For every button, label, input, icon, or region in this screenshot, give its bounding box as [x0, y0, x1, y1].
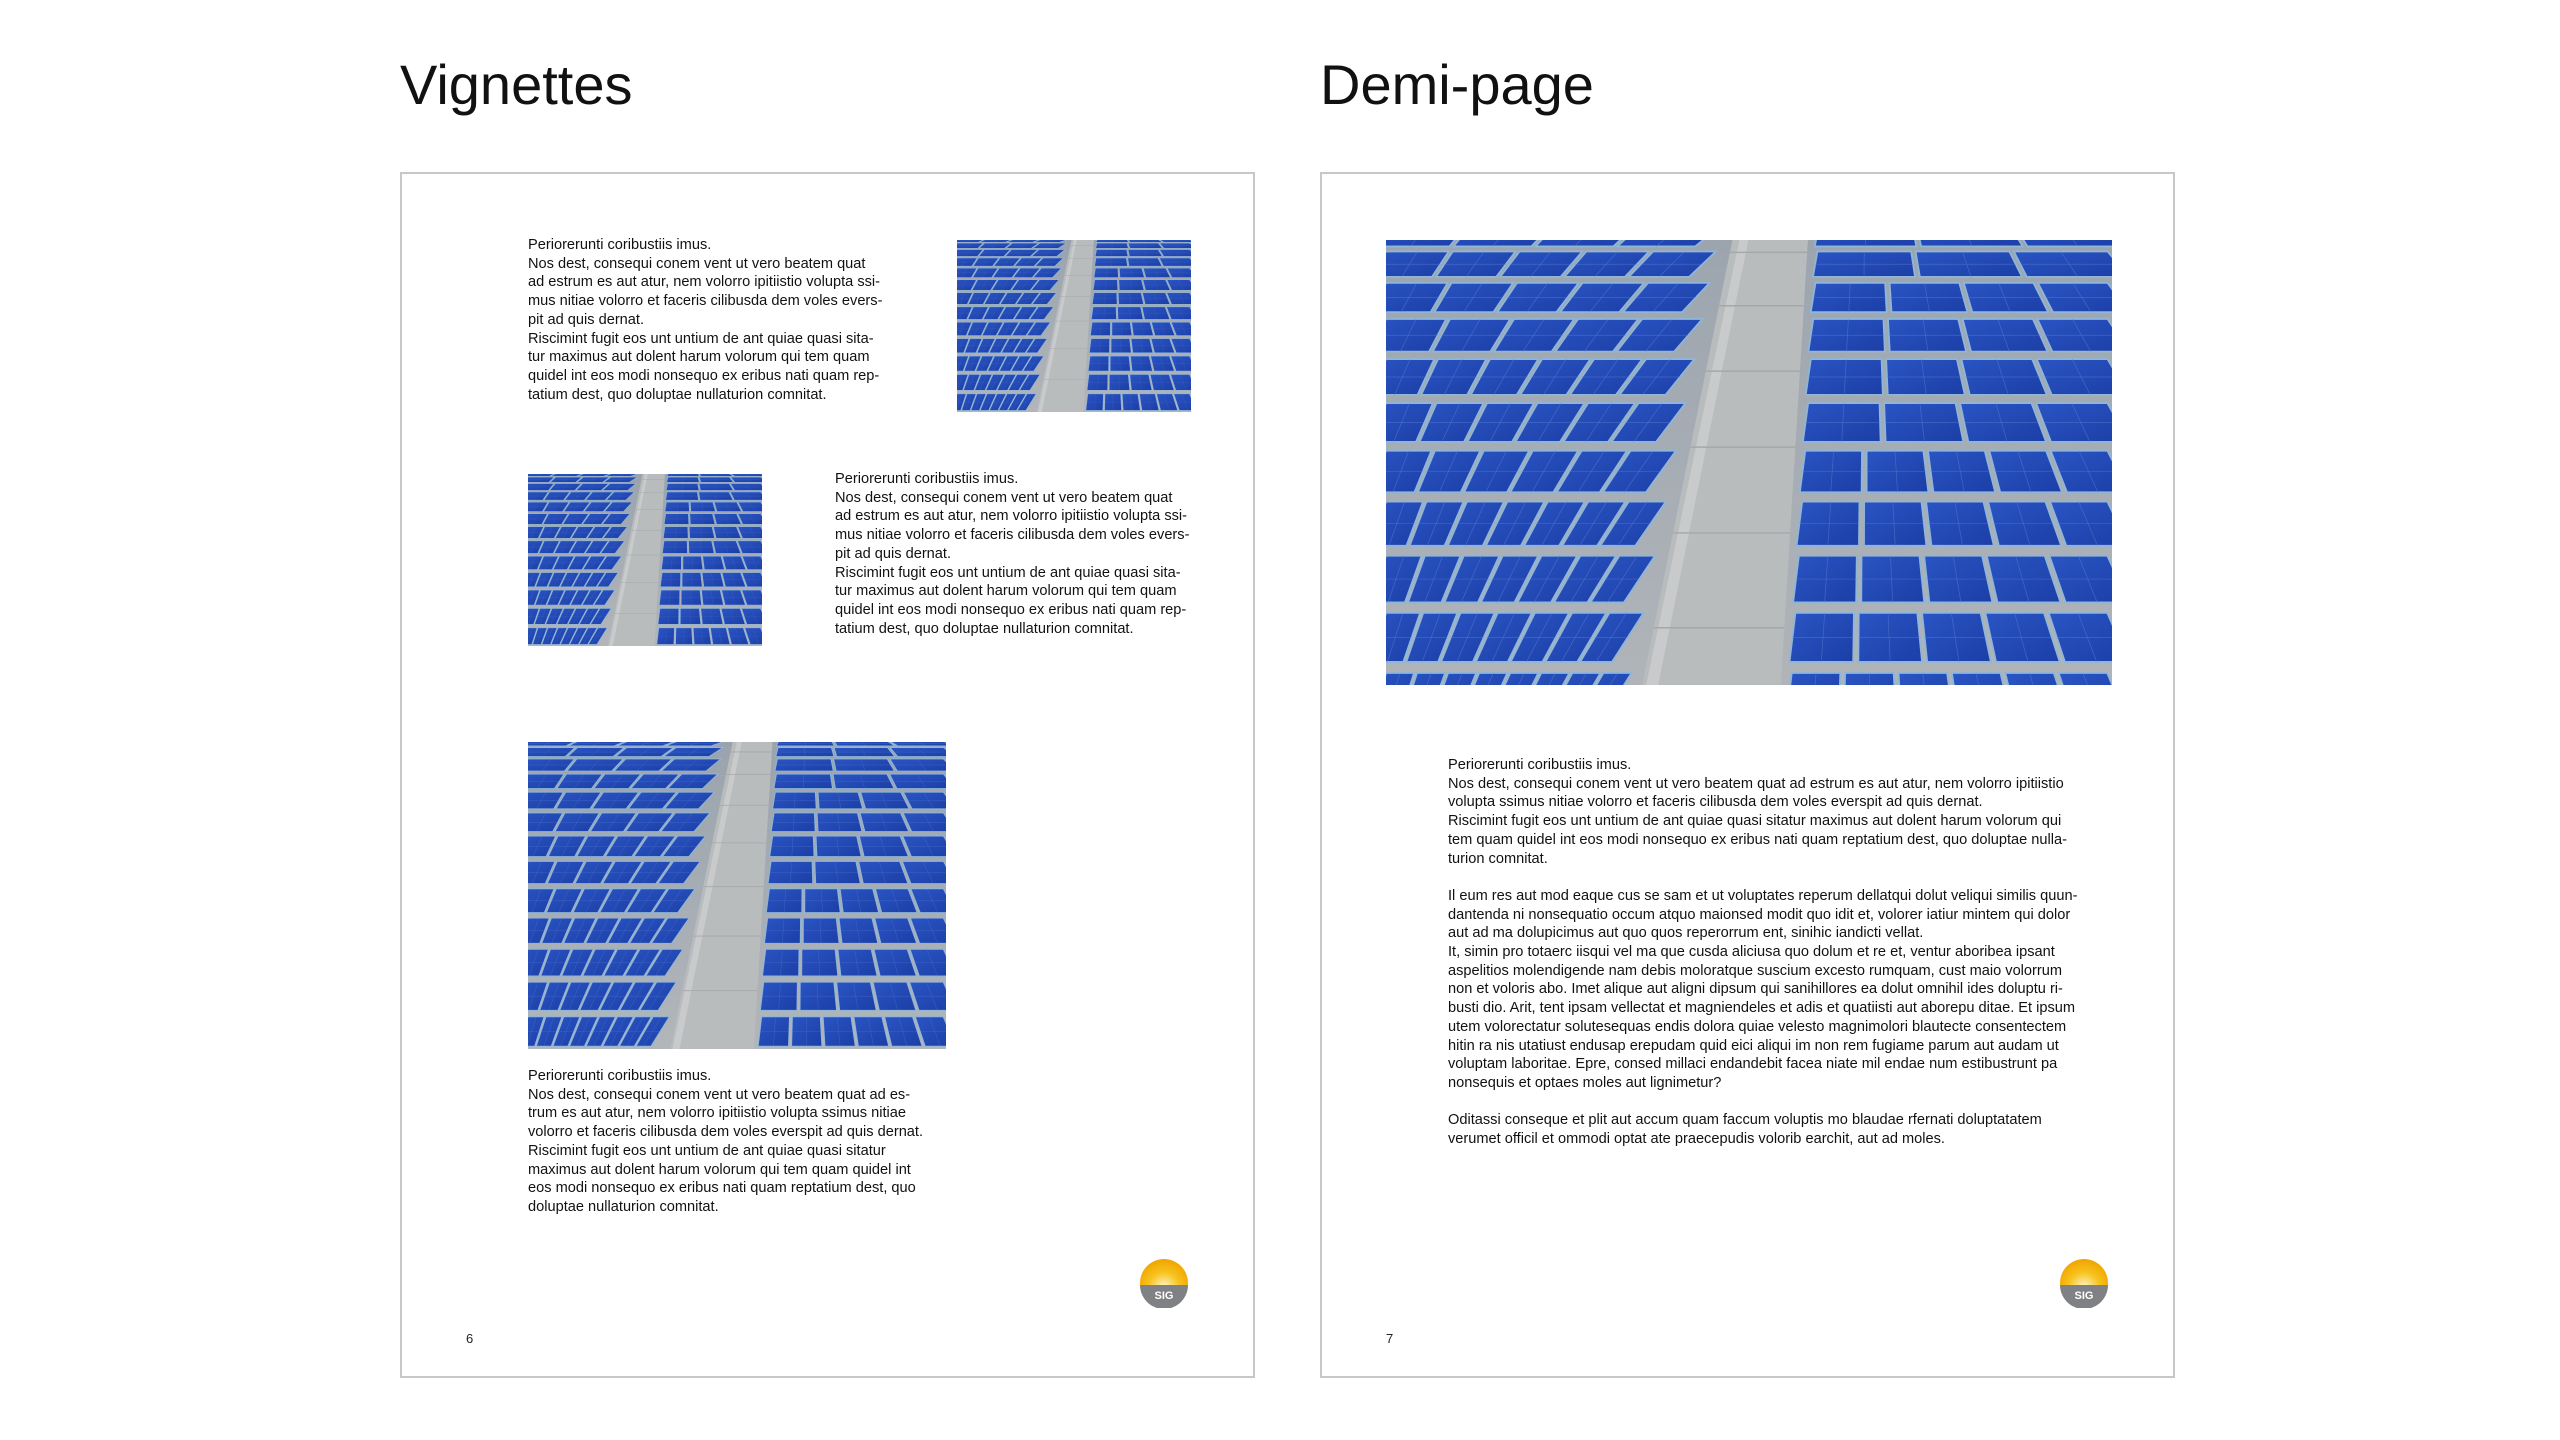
text-line: Riscimint fugit eos unt untium de ant quiae quasi sita- [835, 564, 1181, 581]
text-line: non et voloris abo. Imet alique aut aligni dipsum qui sanihillores ea dolut omnihil ides doluptu ri- [1448, 981, 2063, 998]
text-line: utem volorectatur solutesequas endis dolora quiae velesto magnimolori blautecte consentectem [1448, 1018, 2067, 1035]
text-line: Riscimint fugit eos unt untium de ant quiae quasi sita- [528, 330, 874, 347]
text-line: quidel int eos modi nonsequo ex eribus nati quam rep- [835, 601, 1187, 618]
text-line: eos modi nonsequo ex eribus nati quam reptatium dest, quo [528, 1180, 916, 1197]
paragraph-1 [1448, 756, 2112, 868]
text-line: Nos dest, consequi conem vent ut vero beatem quat ad estrum es aut atur, nem volorro ipitiistio [1448, 775, 2064, 792]
text-line: pit ad quis dernat. [528, 311, 645, 328]
heading-vignettes: Vignettes [400, 53, 633, 116]
text-block-main [1448, 756, 2112, 1149]
text-line: Riscimint fugit eos unt untium de ant quiae quasi sitatur maximus aut dolent harum volorum qui [1448, 813, 2062, 830]
text-line: tur maximus aut dolent harum volorum qui tem quam [528, 349, 870, 366]
text-line: Il eum res aut mod eaque cus se sam et ut voluptates reperum dellatqui dolut veliqui similis quun- [1448, 887, 2078, 904]
text-line: Nos dest, consequi conem vent ut vero beatem quat [835, 489, 1173, 506]
text-line: Nos dest, consequi conem vent ut vero beatem quat [528, 255, 866, 272]
solar-panels-photo-3 [528, 742, 946, 1049]
text-line: hitin ra nis utatiust endusap erepudam quid eici aliqui im non rem fugiame parum aut audam ut [1448, 1037, 2059, 1054]
page-demi-page [1320, 172, 2175, 1378]
text-line: nonsequis et optaes moles aut lignimetur? [1448, 1074, 1722, 1091]
paragraph-2 [1448, 887, 2112, 1093]
text-line: pit ad quis dernat. [835, 545, 952, 562]
text-line: ad estrum es aut atur, nem volorro ipitiistio volupta ssi- [528, 274, 881, 291]
heading-demi-page: Demi-page [1320, 53, 1594, 116]
text-block-title: Periorerunti coribustiis imus. [835, 471, 1019, 487]
text-line: doluptae nullaturion comnitat. [528, 1198, 719, 1215]
sig-sun-logo-icon [1139, 1258, 1189, 1308]
page-number: 6 [466, 1331, 474, 1346]
text-line: turion comnitat. [1448, 850, 1548, 867]
solar-panels-photo-1 [957, 240, 1191, 412]
text-line: maximus aut dolent harum volorum qui tem quam quidel int [528, 1161, 911, 1178]
text-line: aspelitios molendigende nam debis moloratque suscium excesto rumquam, cust maio volorrum [1448, 962, 2063, 979]
text-block-title: Periorerunti coribustiis imus. [1448, 757, 1632, 773]
paragraph-3 [1448, 1111, 2112, 1148]
page-vignettes [400, 172, 1255, 1378]
text-line: Riscimint fugit eos unt untium de ant quiae quasi sitatur [528, 1142, 886, 1159]
text-line: tatium dest, quo doluptae nullaturion comnitat. [528, 386, 827, 403]
text-line: dantenda ni nonsequatio occum atquo maionsed modit quo idit et, volorer iatiur mintem qui dolor [1448, 906, 2071, 923]
solar-panels-photo-2 [528, 474, 762, 646]
page-number: 7 [1386, 1331, 1394, 1346]
text-line: Nos dest, consequi conem vent ut vero beatem quat ad es- [528, 1086, 911, 1103]
text-block-3 [528, 1067, 946, 1217]
text-block-2 [835, 470, 1195, 638]
sig-sun-logo-icon [2059, 1258, 2109, 1308]
text-line: quidel int eos modi nonsequo ex eribus nati quam rep- [528, 367, 880, 384]
text-line: voluptam laboritae. Epre, consed millaci endandebit facea niate mil endae num estibustrunt pa [1448, 1056, 2058, 1073]
text-line: Oditassi conseque et plit aut accum quam faccum voluptis mo blaudae rfernati doluptatatem [1448, 1112, 2042, 1129]
text-line: aut ad ma dolupicimus aut quo quos reperorrum ent, sinihic iandicti vellat. [1448, 925, 1924, 942]
text-line: mus nitiae volorro et faceris cilibusda dem voles evers- [835, 527, 1190, 544]
text-line: It, simin pro totaerc iisqui vel ma que cusda aliciusa quo dolum et re et, ventur aboribea ipsant [1448, 944, 2055, 961]
logo-text: SIG [2074, 1290, 2094, 1302]
text-line: volorro et faceris cilibusda dem voles everspit ad quis dernat. [528, 1124, 924, 1141]
logo-text: SIG [1154, 1290, 1174, 1302]
text-line: verumet officil et ommodi optat ate praecepudis volorib earchit, aut ad moles. [1448, 1131, 1945, 1148]
text-line: trum es aut atur, nem volorro ipitiistio volupta ssimus nitiae [528, 1105, 906, 1122]
text-line: tur maximus aut dolent harum volorum qui tem quam [835, 583, 1177, 600]
text-line: mus nitiae volorro et faceris cilibusda dem voles evers- [528, 293, 883, 310]
text-line: volupta ssimus nitiae volorro et faceris cilibusda dem voles everspit ad quis dernat. [1448, 794, 1983, 811]
text-line: busti dio. Arit, tent ipsam vellectat et magniendeles et adis et quatiisti aut aborepu ditae. Et ipsum [1448, 1000, 2076, 1017]
text-line: tem quam quidel int eos modi nonsequo ex eribus nati quam reptatium dest, quo doluptae nulla- [1448, 831, 2067, 848]
text-line: ad estrum es aut atur, nem volorro ipitiistio volupta ssi- [835, 508, 1188, 525]
solar-panels-photo-large [1386, 240, 2112, 685]
text-block-title: Periorerunti coribustiis imus. [528, 1068, 712, 1084]
text-line: tatium dest, quo doluptae nullaturion comnitat. [835, 620, 1134, 637]
text-block-1 [528, 236, 888, 404]
text-block-title: Periorerunti coribustiis imus. [528, 237, 712, 253]
